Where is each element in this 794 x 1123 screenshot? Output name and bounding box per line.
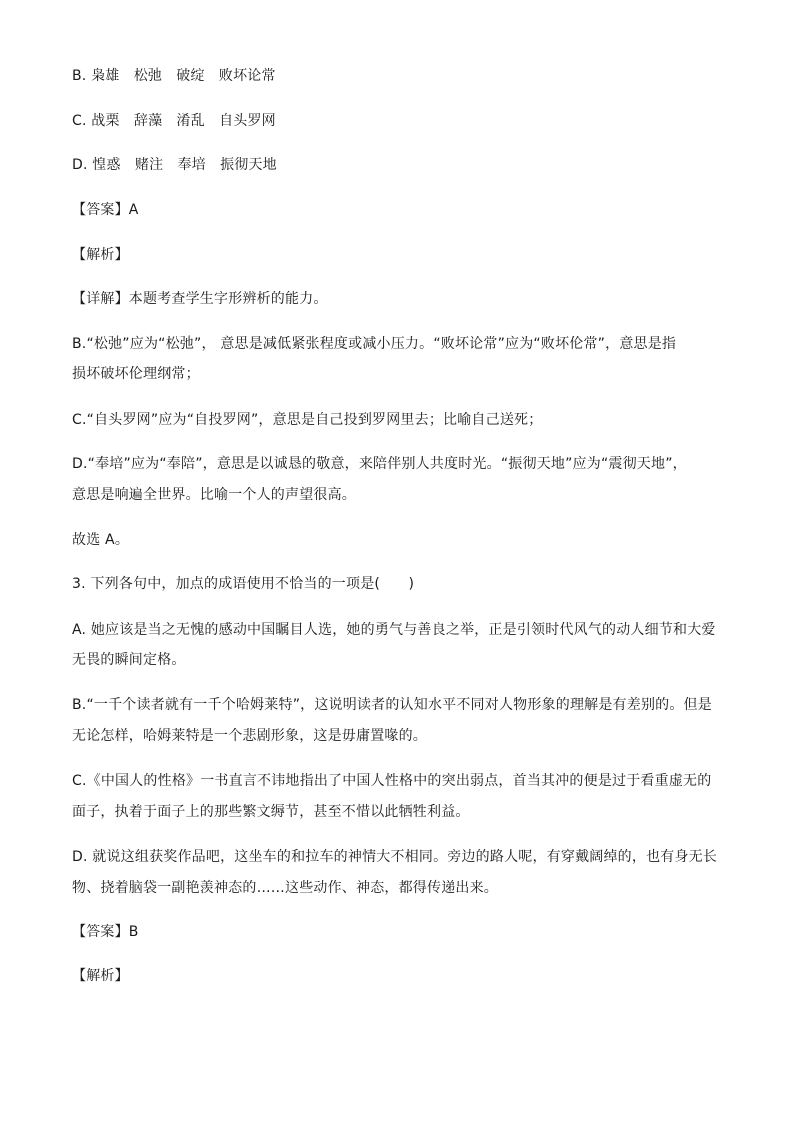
q2-answer: 【答案】A [72,202,139,218]
q3-option-b-line2: 无论怎样，哈姆莱特是一个悲剧形象，这是毋庸置喙的。 [72,728,427,744]
q2-explain-b-line2: 损坏破坏伦理纲常； [72,366,200,382]
q2-detail: 【详解】本题考查学生字形辨析的能力。 [72,291,328,307]
q2-option-c: C. 战栗 辞藻 淆乱 自头罗网 [72,113,276,129]
q2-explain-b-line1: B.“松弛”应为“松弛”， 意思是减低紧张程度或减小压力。“败坏论常”应为“败坏伦常”，意思是指 [72,336,677,352]
q2-analysis-label: 【解析】 [72,247,129,263]
q3-option-a-line1: A. 她应该是当之无愧的感动中国瞩目人选，她的勇气与善良之举，正是引领时代风气的动人细节和大爱 [72,622,716,638]
q3-option-a-line2: 无畏的瞬间定格。 [72,652,186,668]
q2-explain-d-line2: 意思是响遍全世界。比喻一个人的声望很高。 [72,487,356,503]
q2-explain-d-line1: D.“奉培”应为“奉陪”，意思是以诚恳的敬意，来陪伴别人共度时光。“振彻天地”应为“震彻天地”， [72,456,687,472]
q3-option-b-line1: B.“一千个读者就有一千个哈姆莱特”，这说明读者的认知水平不同对人物形象的理解是有差别的。但是 [72,697,712,713]
q2-option-d: D. 惶惑 赌注 奉培 振彻天地 [72,157,277,173]
q3-stem: 3. 下列各句中，加点的成语使用不恰当的一项是( ) [72,576,415,592]
q3-answer: 【答案】B [72,924,139,940]
q2-conclusion: 故选 A。 [72,532,130,548]
q3-analysis-label: 【解析】 [72,968,129,984]
q3-option-d-line2: 物、挠着脑袋一副艳羡神态的……这些动作、神态，都得传递出来。 [72,880,498,896]
q2-explain-c: C.“自头罗网”应为“自投罗网”，意思是自己投到罗网里去；比喻自己送死； [72,412,543,428]
q3-option-c-line1: C.《中国人的性格》一书直言不讳地指出了中国人性格中的突出弱点，首当其冲的便是过于看重虚无的 [72,773,712,789]
q2-option-b: B. 枭雄 松弛 破绽 败坏论常 [72,68,276,84]
q3-option-c-line2: 面子，执着于面子上的那些繁文缛节，甚至不惜以此牺牲利益。 [72,804,470,820]
q3-option-d-line1: D. 就说这组获奖作品吧，这坐车的和拉车的神情大不相同。旁边的路人呢，有穿戴阔绰的，也有身无长 [72,849,718,865]
